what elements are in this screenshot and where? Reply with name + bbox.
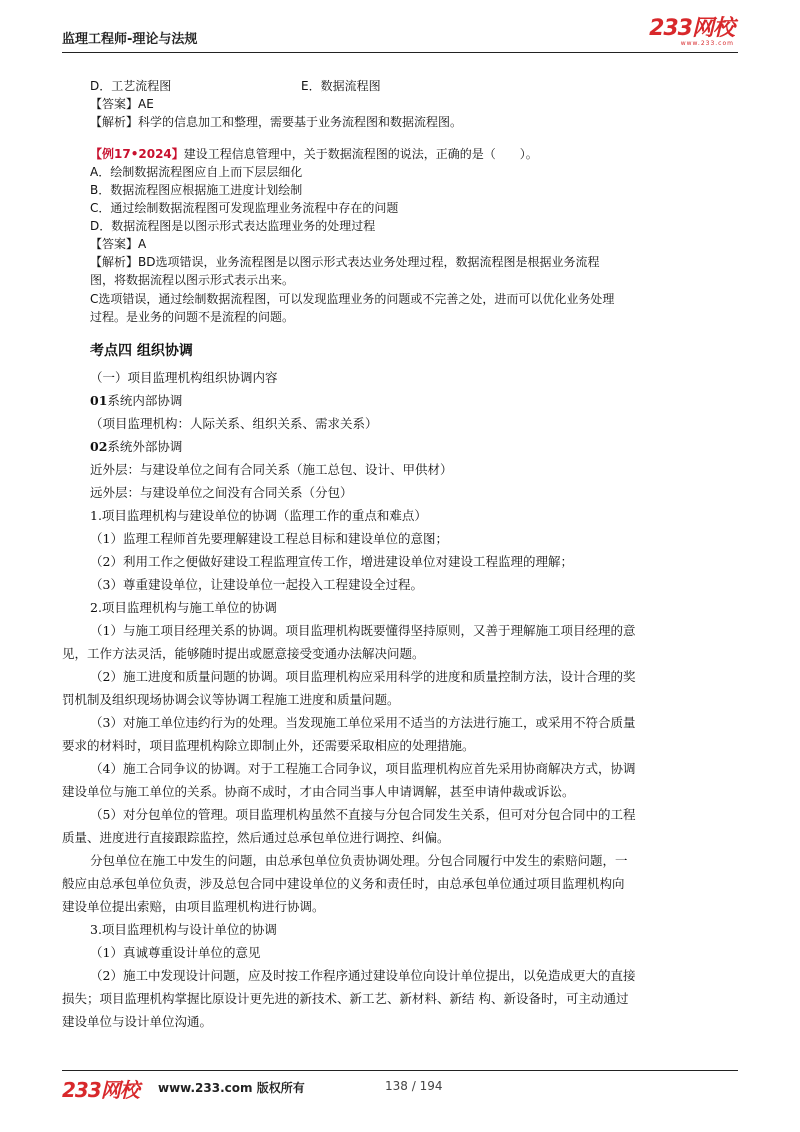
item-note: （项目监理机构：人际关系、组织关系、需求关系） — [90, 416, 378, 431]
paragraph-line: 见，工作方法灵活，能够随时提出或愿意接受变通办法解决问题。 — [62, 646, 425, 661]
option-d: D．工艺流程图 — [90, 79, 172, 93]
paragraph-line: 建设单位提出索赔，由项目监理机构进行协调。 — [62, 899, 325, 914]
subsection-title: （一）项目监理机构组织协调内容 — [90, 370, 278, 385]
paragraph-item: （1）真诚尊重设计单位的意见 — [90, 945, 261, 960]
paragraph-line: 般应由总承包单位负责，涉及总包合同中建设单位的义务和责任时，由总承包单位通过项目监理机构向 — [62, 876, 625, 891]
brand-logo-url: www.233.com — [680, 40, 734, 47]
answer-label: 【答案】AE — [90, 97, 154, 111]
footer-logo: 233网校 — [62, 1078, 139, 1102]
paragraph-item: （1）监理工程师首先要理解建设工程总目标和建设单位的意图； — [90, 531, 448, 546]
brand-logo — [649, 18, 734, 47]
paragraph-line: 要求的材料时，项目监理机构除立即制止外，还需要采取相应的处理措施。 — [62, 738, 475, 753]
option-e: E．数据流程图 — [301, 79, 381, 93]
paragraph-line: （2）施工中发现设计问题，应及时按工作程序通过建设单位向设计单位提出，以免造成更大的直接 — [90, 968, 636, 983]
paragraph-line: 建设单位与施工单位的关系。协商不成时，才由合同当事人申请调解，甚至申请仲裁或诉讼。 — [62, 784, 575, 799]
paragraph-item: （2）利用工作之便做好建设工程监理宣传工作，增进建设单位对建设工程监理的理解； — [90, 554, 573, 569]
paragraph-heading: 3.项目监理机构与设计单位的协调 — [90, 922, 277, 937]
explanation-line: C选项错误，通过绘制数据流程图，可以发现监理业务的问题或不完善之处，进而可以优化业务处理 — [90, 292, 615, 306]
paragraph-line: （5）对分包单位的管理。项目监理机构虽然不直接与分包合同发生关系，但可对分包合同中的工程 — [90, 807, 636, 822]
footer-divider — [62, 1070, 738, 1071]
example-option-a: A．绘制数据流程图应自上而下层层细化 — [90, 165, 303, 179]
example-question-text: 建设工程信息管理中，关于数据流程图的说法，正确的是（ ）。 — [183, 147, 538, 161]
paragraph-line: （4）施工合同争议的协调。对于工程施工合同争议，项目监理机构应首先采用协商解决方式，协调 — [90, 761, 636, 776]
item-far-layer: 远外层：与建设单位之间没有合同关系（分包） — [90, 485, 353, 500]
item-near-layer: 近外层：与建设单位之间有合同关系（施工总包、设计、甲供材） — [90, 462, 453, 477]
brand-logo-mark: 233网校 — [649, 16, 734, 41]
paragraph-heading: 2.项目监理机构与施工单位的协调 — [90, 600, 277, 615]
explanation-line: 过程。是业务的问题不是流程的问题。 — [90, 310, 295, 324]
example-option-b: B．数据流程图应根据施工进度计划绘制 — [90, 183, 303, 197]
paragraph-line: 分包单位在施工中发生的问题，由总承包单位负责协调处理。分包合同履行中发生的索赔问题，一 — [90, 853, 628, 868]
item-internal: 01系统内部协调 — [90, 393, 183, 408]
paragraph-line: （2）施工进度和质量问题的协调。项目监理机构应采用科学的进度和质量控制方法，设计合理的奖 — [90, 669, 636, 684]
paragraph-line: 建设单位与设计单位沟通。 — [62, 1014, 213, 1029]
section-heading: 考点四 组织协调 — [90, 343, 193, 359]
paragraph-item: （3）尊重建设单位，让建设单位一起投入工程建设全过程。 — [90, 577, 423, 592]
footer-copyright: www.233.com 版权所有 — [158, 1081, 305, 1095]
paragraph-line: （1）与施工项目经理关系的协调。项目监理机构既要懂得坚持原则，又善于理解施工项目经理的意 — [90, 623, 636, 638]
paragraph-line: 罚机制及组织现场协调会议等协调工程施工进度和质量问题。 — [62, 692, 400, 707]
paragraph-heading: 1.项目监理机构与建设单位的协调（监理工作的重点和难点） — [90, 508, 427, 523]
page-number: 138 / 194 — [385, 1079, 443, 1093]
explanation-line: 【解析】BD选项错误，业务流程图是以图示形式表达业务处理过程，数据流程图是根据业务流程 — [90, 255, 600, 269]
answer-label: 【答案】A — [90, 237, 147, 251]
paragraph-line: 质量、进度进行直接跟踪监控，然后通过总承包单位进行调控、纠偏。 — [62, 830, 450, 845]
document-header-title: 监理工程师-理论与法规 — [62, 32, 198, 47]
explanation: 【解析】科学的信息加工和整理，需要基于业务流程图和数据流程图。 — [90, 115, 463, 129]
example-option-d: D．数据流程图是以图示形式表达监理业务的处理过程 — [90, 219, 376, 233]
header-divider — [62, 52, 738, 53]
paragraph-line: 损失；项目监理机构掌握比原设计更先进的新技术、新工艺、新材料、新结 构、新设备时，可主动通过 — [62, 991, 629, 1006]
item-external: 02系统外部协调 — [90, 439, 183, 454]
explanation-line: 图，将数据流程以图示形式表示出来。 — [90, 273, 295, 287]
example-tag: 【例17•2024】 — [90, 147, 184, 161]
paragraph-line: （3）对施工单位违约行为的处理。当发现施工单位采用不适当的方法进行施工，或采用不符合质量 — [90, 715, 636, 730]
example-option-c: C．通过绘制数据流程图可发现监理业务流程中存在的问题 — [90, 201, 399, 215]
example-question — [90, 145, 538, 163]
